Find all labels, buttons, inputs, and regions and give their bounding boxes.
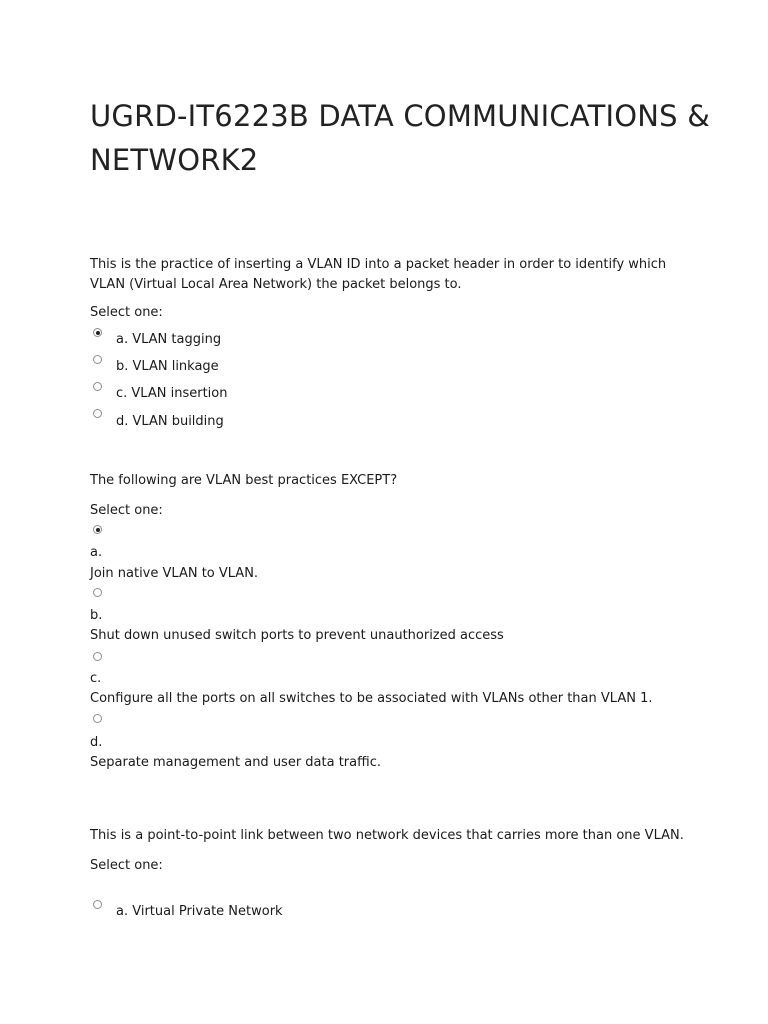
page-title: UGRD-IT6223B DATA COMMUNICATIONS & NETWORK2: [90, 99, 711, 177]
q2-option-b-letter: b.: [90, 608, 103, 623]
q1-option-c-radio[interactable]: [93, 382, 102, 391]
q2-option-b-label[interactable]: Shut down unused switch ports to prevent unauthorized access: [90, 628, 504, 643]
q2-option-d-label[interactable]: Separate management and user data traffic.: [90, 755, 381, 770]
q1-option-b-label[interactable]: b. VLAN linkage: [116, 359, 219, 374]
q1-option-b-radio[interactable]: [93, 355, 102, 364]
q2-option-c-radio[interactable]: [93, 652, 102, 661]
question-2-text: The following are VLAN best practices EXCEPT?: [90, 473, 398, 488]
q2-option-a-letter: a.: [90, 545, 103, 560]
q2-option-d-radio[interactable]: [93, 714, 102, 723]
question-2-select-label: Select one:: [90, 503, 163, 518]
question-3-select-label: Select one:: [90, 858, 163, 873]
question-3-text: This is a point-to-point link between two network devices that carries more than one VLAN.: [90, 828, 684, 843]
q2-option-c-letter: c.: [90, 671, 102, 686]
q2-option-b-radio[interactable]: [93, 588, 102, 597]
q2-option-d-letter: d.: [90, 735, 103, 750]
q2-option-c-label[interactable]: Configure all the ports on all switches to be associated with VLANs other than VLAN 1.: [90, 691, 653, 706]
q1-option-c-label[interactable]: c. VLAN insertion: [116, 386, 228, 401]
q3-option-a-label[interactable]: a. Virtual Private Network: [116, 904, 283, 919]
question-1-select-label: Select one:: [90, 305, 163, 320]
q1-option-a-radio[interactable]: [93, 328, 102, 337]
q2-option-a-radio[interactable]: [93, 525, 102, 534]
q2-option-a-label[interactable]: Join native VLAN to VLAN.: [90, 566, 259, 581]
q1-option-a-label[interactable]: a. VLAN tagging: [116, 332, 222, 347]
question-1-text: This is the practice of inserting a VLAN ID into a packet header in order to identify which VLAN (Virtual Local Area Network) the packet belongs to.: [90, 257, 667, 292]
q3-option-a-radio[interactable]: [93, 900, 102, 909]
q1-option-d-label[interactable]: d. VLAN building: [116, 414, 224, 429]
q1-option-d-radio[interactable]: [93, 409, 102, 418]
